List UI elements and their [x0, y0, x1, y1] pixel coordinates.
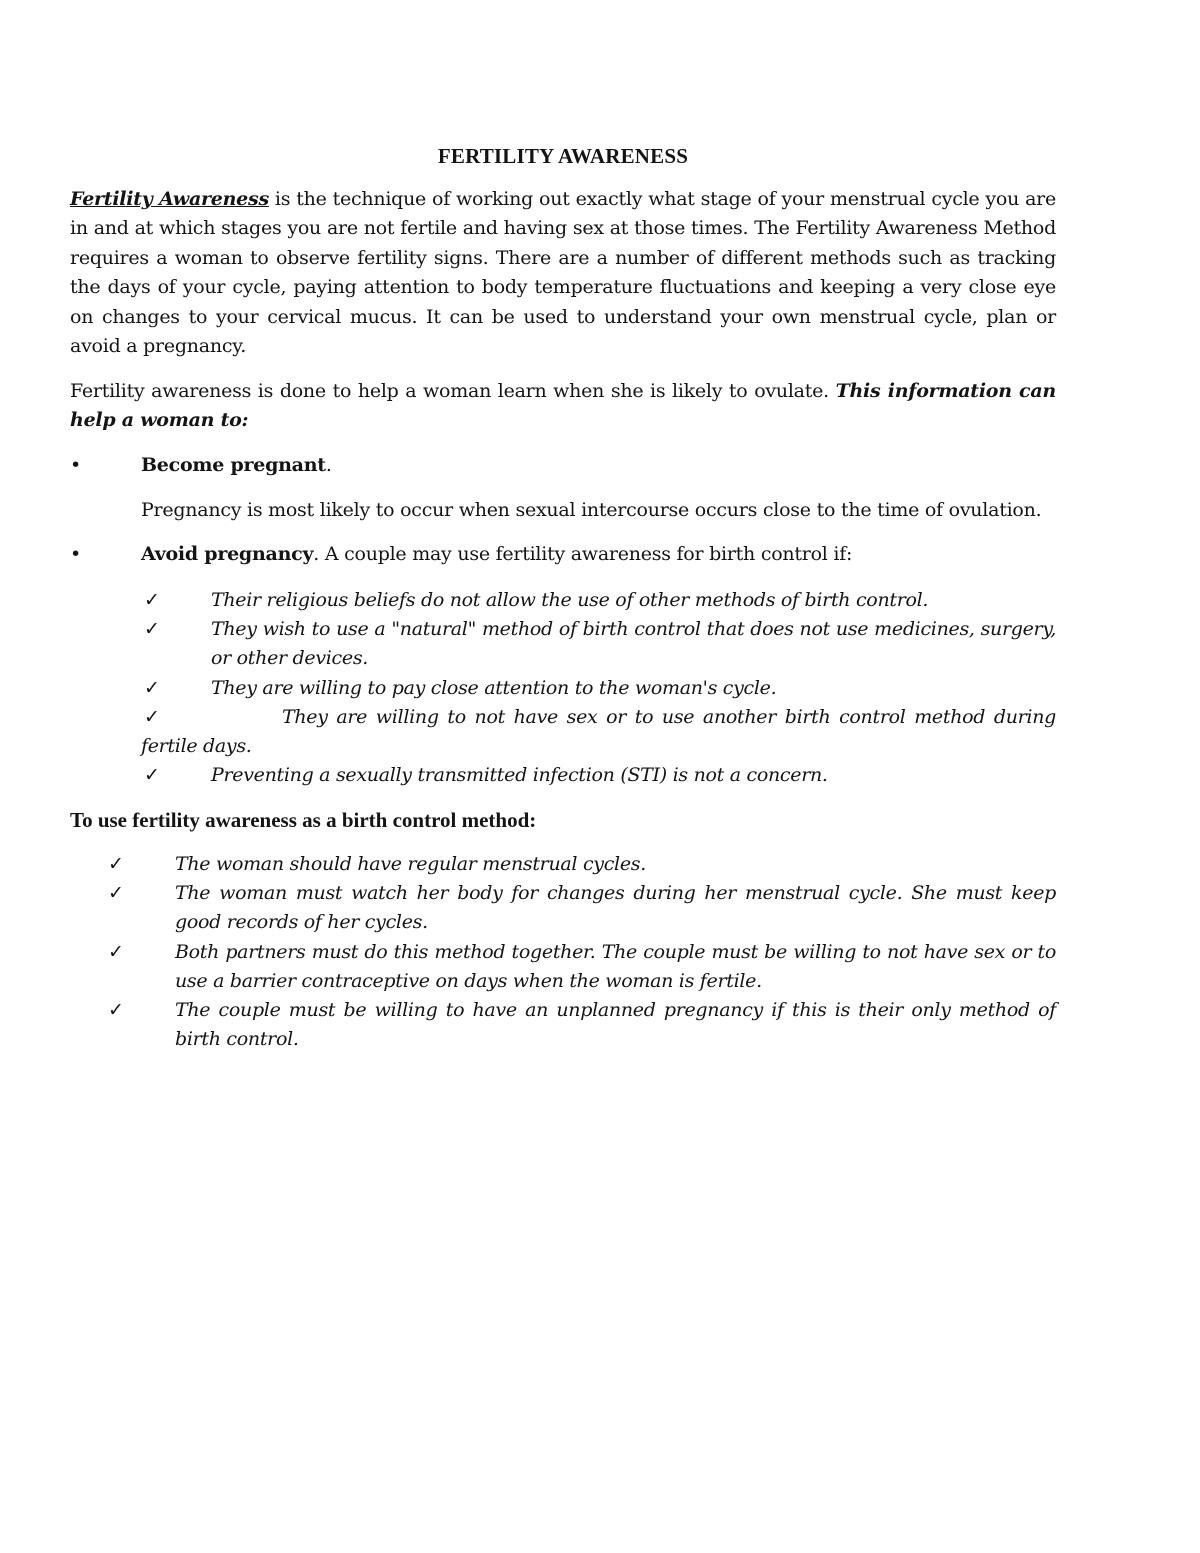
checkmark-icon: ✓	[144, 676, 160, 699]
checkmark-icon: ✓	[144, 705, 160, 728]
purpose-text: Fertility awareness is done to help a woman learn when she is likely to ovulate.	[70, 380, 836, 402]
list-item: ✓ Their religious beliefs do not allow the use of other methods of birth control.	[70, 586, 1056, 615]
checkmark-icon: ✓	[144, 764, 160, 787]
checkmark-icon: ✓	[144, 589, 160, 611]
intro-term: Fertility Awareness	[70, 188, 269, 210]
checkmark-icon: ✓	[108, 882, 124, 905]
list-item: ✓ The couple must be willing to have an unplanned pregnancy if this is their only method of birth control.	[70, 996, 1056, 1054]
intro-text: is the technique of working out exactly what stage of your menstrual cycle you are in and at which stages you are not fertile and having sex at those times. The Fertility Awareness Method requires a woman to observe fertility signs. There are a number of different methods such as tracking the days of your cycle, paying attention to body temperature fluctuations and keeping a very close eye on changes to your cervical mucus. It can be used to understand your own menstrual cycle, plan or avoid a pregnancy.	[70, 188, 1056, 358]
bullet-after: .	[325, 454, 332, 476]
intro-paragraph	[70, 185, 1056, 361]
list-item: ✓ They wish to use a "natural" method of birth control that does not use medicines, surgery, or other devices.	[70, 615, 1056, 673]
list-item: ✓ Both partners must do this method together. The couple must be willing to not have sex or to use a barrier contraceptive on days when the woman is fertile.	[70, 938, 1056, 996]
avoid-conditions-list	[70, 586, 1056, 790]
document-title: FERTILITY AWARENESS	[437, 144, 689, 168]
checkmark-icon: ✓	[108, 853, 124, 875]
checkmark-icon: ✓	[108, 940, 124, 963]
bullet-label: Avoid pregnancy	[141, 543, 314, 565]
list-item: ✓ Preventing a sexually transmitted infection (STI) is not a concern.	[70, 761, 1056, 790]
purpose-emphasis: This information can help a woman to:	[70, 380, 1056, 432]
list-item: ✓ The woman should have regular menstrual cycles.	[70, 850, 1056, 879]
list-item: ✓ They are willing to pay close attention to the woman's cycle.	[70, 674, 1056, 703]
list-item: ✓ The woman must watch her body for changes during her menstrual cycle. She must keep good records of her cycles.	[70, 879, 1056, 937]
purpose-paragraph	[70, 377, 1056, 436]
checkmark-icon: ✓	[144, 618, 160, 641]
method-requirements-list	[70, 850, 1056, 1054]
bullet-detail-text: Pregnancy is most likely to occur when sexual intercourse occurs close to the time of ovulation.	[141, 499, 1042, 521]
checkmark-icon: ✓	[108, 999, 124, 1022]
list-item: ✓ They are willing to not have sex or to use another birth control method during fertile days.	[70, 703, 1056, 761]
bullet-label: Become pregnant	[141, 454, 326, 476]
bullet-after: . A couple may use fertility awareness for birth control if:	[313, 543, 853, 565]
method-heading: To use fertility awareness as a birth control method:	[70, 808, 537, 832]
bullet-icon: •	[70, 454, 81, 476]
bullet-icon: •	[70, 543, 81, 565]
